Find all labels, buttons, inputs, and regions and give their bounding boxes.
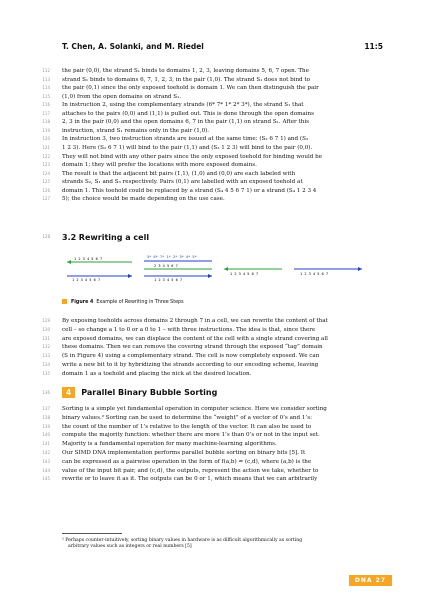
line-number: 126 [42,187,50,193]
line-number: 119 [42,127,50,133]
section-number: 4 [62,387,75,398]
line-number: 115 [42,93,50,99]
text-line: write a new bit to it by hybridizing the strands according to our encoding scheme, leaving [62,361,319,368]
line-number: 141 [42,441,50,447]
line-number: 145 [42,476,50,482]
figure-4 [62,253,382,293]
domain-label-mid: 2 3 4 5 6 7 [154,264,178,268]
text-line: rewrite or to leave it as it. The outputs can be 0 or 1, which means that we can arbitrarily [62,476,318,483]
caption-marker-icon [62,299,67,304]
section-title: Rewriting a cell [78,233,150,242]
text-line: 5); the choice would be made depending on the use case. [62,196,225,203]
line-number: 120 [42,136,50,142]
line-number: 131 [42,335,50,341]
line-number: 128 [42,234,50,239]
line-number: 142 [42,450,50,455]
text-line: (1,0) from the open domains on strand S₁. [62,93,182,100]
text-line: these domains. Then we can remove the covering strand through the exposed “tag” domain [62,344,323,351]
text-line: value of the input bit pair, and (c,d), the outputs, represent the action we take, whether to [62,467,319,474]
line-number: 144 [42,467,50,473]
line-number: 134 [42,361,50,367]
line-number: 125 [42,179,50,185]
line-number: 121 [42,144,50,150]
text-line: the count of the number of 1’s relative to the length of the vector. It can also be used to [62,423,312,430]
text-line: Our SIMD DNA implementation performs parallel bubble sorting on binary bits [5]. It [62,450,306,456]
line-number: 123 [42,162,50,168]
running-head [62,42,383,54]
domain-label-row2b: 1 2 3 4 5 6 7 [154,278,183,282]
footnote-line: arbitrary values such as integers or real numbers [5] [68,544,192,549]
page-number: 11:5 [364,42,383,51]
line-number: 127 [42,196,50,202]
section-heading-3-2 [62,233,149,242]
text-line: They will not bind with any other pairs since the only exposed toehold for binding would be [62,153,323,160]
text-line: cell – so change a 1 to 0 or a 0 to 1 – with three instructions. The idea is that, since there [62,326,316,333]
section-number: 3.2 [62,233,77,242]
text-line: Majority is a fundamental operation for many machine-learning algorithms. [62,441,277,448]
text-line: binary values.² Sorting can be used to determine the “weight” of a vector of 0’s and 1’s: [62,414,312,421]
line-number: 114 [42,85,50,91]
line-number: 122 [42,153,50,159]
arrow-icon [224,267,228,271]
line-number: 118 [42,119,50,125]
figure-caption [62,299,184,305]
caption-label: Figure 4 [71,300,94,305]
footnote-rule [62,533,122,534]
text-line: (S in Figure 4) using a complementary strand. The cell is now completely exposed. We can [62,353,320,359]
text-line: instruction, strand S₁ remains only in the pair (1,0). [62,127,210,134]
line-number: 137 [42,406,50,411]
text-line: attaches to the pairs (0,0) and (1,1) is pulled out. This is done through the open domains [62,110,314,117]
text-line: In instruction 2, using the complementary strands (6* 7* 1* 2* 3*), the strand S₁ that [62,102,304,109]
line-number: 124 [42,170,50,176]
text-line: the pair (0,1) since the only exposed toehold is domain 1. We can then distinguish the pair [62,85,319,92]
text-line: 1 2 3). Here (S₂ 6 7 1) will bind to the pair (1,1) and (S₃ 1 2 3) will bind to the pair (0,0). [62,144,313,151]
text-line: domain 1. This toehold could be replaced by a strand (S₄ 4 5 6 7 1) or a strand (S₄ 1 2 3 4 [62,187,317,194]
text-line: strand S₁ binds to domains 6, 7, 1, 2, 3, in the pair (1,0). The strand S₁ does not bind to [62,76,311,83]
line-number: 143 [42,458,50,464]
text-line: are exposed domains, we can displace the content of the cell with a single strand covering all [62,335,328,342]
section-title: Parallel Binary Bubble Sorting [81,388,218,397]
text-line: domain 1 as a toehold and placing the nick at the desired location. [62,370,252,377]
text-line: can be expressed as a pairwise operation in the form of f(a,b) = (c,d), where (a,b) is the [62,458,312,465]
line-number: 135 [42,370,50,376]
line-number: 139 [42,423,50,429]
caption-text: Example of Rewriting in Three Steps [96,300,184,305]
arrow-icon [67,260,71,264]
line-number: 140 [42,432,50,438]
domain-label-row1: 1 2 3 4 5 6 7 [74,257,103,261]
venue-badge: DNA 27 [349,575,392,586]
domain-label-row2: 1 2 3 4 5 6 7 [72,278,101,282]
arrow-icon [358,267,362,271]
line-number: 129 [42,318,50,323]
arrow-icon [208,274,212,278]
rewriting-diagram [62,253,382,293]
line-number: 113 [42,76,50,82]
text-line: compute the majority function: whether there are more 1’s than 0’s or not in the input set. [62,432,320,439]
text-line: 2, 3 in the pair (0,0) and the open domains 6, 7 in the pair (1,1) on strand S₁. After this [62,119,310,126]
line-number: 136 [42,390,50,395]
section-heading-4 [62,387,217,398]
text-line: the pair (0,0), the strand S₁ binds to domains 1, 2, 3, leaving domains 5, 6, 7 open. The [62,68,309,74]
line-number: 117 [42,110,50,116]
arrow-icon [128,274,132,278]
line-number: 116 [42,102,50,108]
text-line: domain 1; they will prefer the locations with more exposed domains. [62,162,257,169]
line-number: 112 [42,68,50,73]
text-line: Sorting is a simple yet fundamental operation in computer science. Here we consider sorting [62,406,327,412]
domain-label-right2: 1 2 3 4 5 6 7 [300,272,329,276]
authors: T. Chen, A. Solanki, and M. Riedel [62,42,204,51]
text-line: The result is that the adjacent bit pairs (1,1), (1,0) and (0,0) are each labeled with [62,170,296,177]
text-line: In instruction 3, two instruction strands are issued at the same time: (S₂ 6 7 1) and (S₃ [62,136,309,143]
footnote-line: ² Perhaps counter-intuitively, sorting binary values in hardware is as difficult algorithmically as sorting [62,538,303,543]
domain-label-right1: 1 2 3 4 5 6 7 [230,272,259,276]
complement-domains: 5* 6* 7* 1* 2* 3* 4* 5* [147,255,197,259]
line-number: 138 [42,414,50,420]
line-number: 133 [42,353,50,358]
text-line: strands S₂, S₁ and S₃ respectively. Pairs (0,1) are labelled with an exposed toehold at [62,179,303,186]
text-line: By exposing toeholds across domains 2 through 7 in a cell, we can rewrite the content of that [62,318,328,324]
line-number: 130 [42,326,50,332]
line-number: 132 [42,344,50,350]
